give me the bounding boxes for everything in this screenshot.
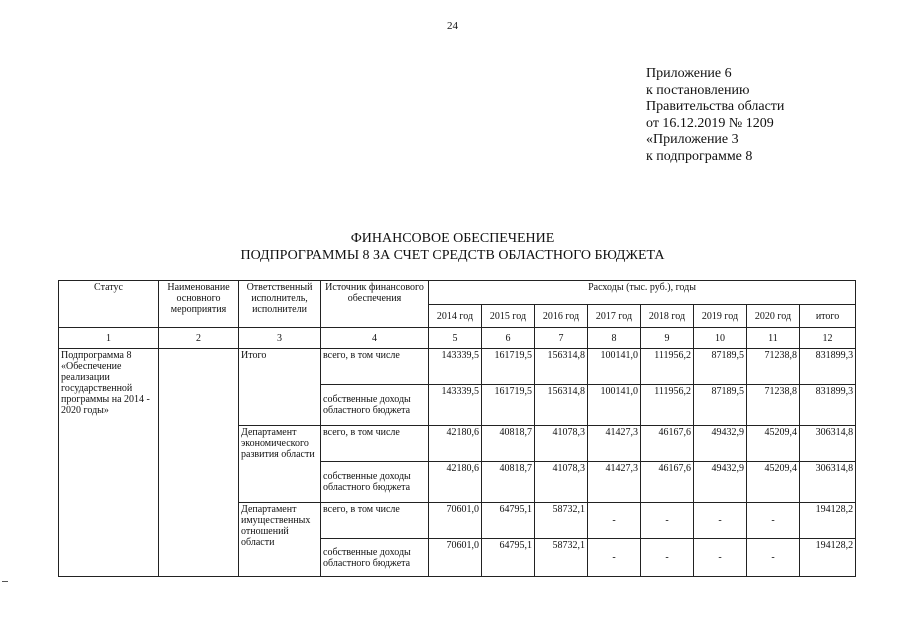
value-cell: 143339,5 xyxy=(429,385,482,426)
value-cell: - xyxy=(588,503,641,539)
appendix-line: от 16.12.2019 № 1209 xyxy=(646,115,774,131)
appendix-note xyxy=(646,66,784,165)
col-number: 1 xyxy=(59,328,159,349)
total-cell: 831899,3 xyxy=(800,385,856,426)
value-cell: - xyxy=(747,503,800,539)
value-cell: 41427,3 xyxy=(588,426,641,462)
title-line: ПОДПРОГРАММЫ 8 ЗА СЧЕТ СРЕДСТВ ОБЛАСТНОГО БЮДЖЕТА xyxy=(240,248,665,263)
header-year: 2015 год xyxy=(482,305,535,328)
header-source: Источник финансового обеспечения xyxy=(321,281,429,328)
col-number: 2 xyxy=(159,328,239,349)
appendix-line: «Приложение 3 xyxy=(646,132,739,147)
header-status: Статус xyxy=(59,281,159,328)
appendix-line: к подпрограмме 8 xyxy=(646,148,753,164)
value-cell: - xyxy=(641,539,694,577)
value-cell: 45209,4 xyxy=(747,462,800,503)
header-year: 2019 год xyxy=(694,305,747,328)
header-year: 2016 год xyxy=(535,305,588,328)
value-cell: 40818,7 xyxy=(482,426,535,462)
table-row xyxy=(59,349,856,385)
status-cell: Подпрограмма 8 «Обеспечение реализации государственной программы на 2014 - 2020 годы» xyxy=(59,349,159,577)
header-year: 2020 год xyxy=(747,305,800,328)
source-cell: собственные доходы областного бюджета xyxy=(321,462,429,503)
value-cell: 64795,1 xyxy=(482,503,535,539)
header-total: итого xyxy=(800,305,856,328)
value-cell: 41078,3 xyxy=(535,426,588,462)
value-cell: - xyxy=(588,539,641,577)
value-cell: 71238,8 xyxy=(747,385,800,426)
value-cell: 71238,8 xyxy=(747,349,800,385)
col-number: 8 xyxy=(588,328,641,349)
value-cell: - xyxy=(694,539,747,577)
appendix-line: Правительства области xyxy=(646,99,785,114)
value-cell: 64795,1 xyxy=(482,539,535,577)
measure-cell xyxy=(159,349,239,577)
value-cell: 41427,3 xyxy=(588,462,641,503)
value-cell: 49432,9 xyxy=(694,426,747,462)
col-number: 5 xyxy=(429,328,482,349)
value-cell: 111956,2 xyxy=(641,349,694,385)
executor-cell: Департамент экономического развития области xyxy=(239,426,321,503)
executor-cell: Департамент имущественных отношений области xyxy=(239,503,321,577)
source-cell: собственные доходы областного бюджета xyxy=(321,539,429,577)
total-cell: 831899,3 xyxy=(800,349,856,385)
value-cell: 156314,8 xyxy=(535,349,588,385)
col-number: 12 xyxy=(800,328,856,349)
value-cell: 58732,1 xyxy=(535,539,588,577)
value-cell: 42180,6 xyxy=(429,462,482,503)
value-cell: 46167,6 xyxy=(641,426,694,462)
total-cell: 306314,8 xyxy=(800,462,856,503)
col-number: 11 xyxy=(747,328,800,349)
total-cell: 306314,8 xyxy=(800,426,856,462)
col-number: 6 xyxy=(482,328,535,349)
value-cell: - xyxy=(694,503,747,539)
value-cell: 40818,7 xyxy=(482,462,535,503)
value-cell: 161719,5 xyxy=(482,349,535,385)
budget-table xyxy=(58,280,856,577)
source-cell: всего, в том числе xyxy=(321,426,429,462)
value-cell: - xyxy=(747,539,800,577)
appendix-line: Приложение 6 xyxy=(646,66,732,81)
value-cell: 100141,0 xyxy=(588,385,641,426)
value-cell: 49432,9 xyxy=(694,462,747,503)
value-cell: 161719,5 xyxy=(482,385,535,426)
value-cell: 41078,3 xyxy=(535,462,588,503)
header-expenses: Расходы (тыс. руб.), годы xyxy=(429,281,856,305)
source-cell: всего, в том числе xyxy=(321,349,429,385)
header-measure: Наименование основного мероприятия xyxy=(159,281,239,328)
margin-mark xyxy=(2,581,8,582)
header-row xyxy=(59,281,856,305)
value-cell: 143339,5 xyxy=(429,349,482,385)
column-numbers-row xyxy=(59,328,856,349)
total-cell: 194128,2 xyxy=(800,503,856,539)
col-number: 3 xyxy=(239,328,321,349)
header-year: 2018 год xyxy=(641,305,694,328)
header-year: 2014 год xyxy=(429,305,482,328)
appendix-line: к постановлению xyxy=(646,82,750,98)
source-cell: собственные доходы областного бюджета xyxy=(321,385,429,426)
value-cell: 100141,0 xyxy=(588,349,641,385)
value-cell: 87189,5 xyxy=(694,349,747,385)
header-executor: Ответственный исполнитель, исполнители xyxy=(239,281,321,328)
value-cell: 70601,0 xyxy=(429,503,482,539)
total-cell: 194128,2 xyxy=(800,539,856,577)
header-year: 2017 год xyxy=(588,305,641,328)
source-cell: всего, в том числе xyxy=(321,503,429,539)
value-cell: 111956,2 xyxy=(641,385,694,426)
value-cell: 156314,8 xyxy=(535,385,588,426)
value-cell: 58732,1 xyxy=(535,503,588,539)
value-cell: - xyxy=(641,503,694,539)
value-cell: 46167,6 xyxy=(641,462,694,503)
value-cell: 42180,6 xyxy=(429,426,482,462)
col-number: 4 xyxy=(321,328,429,349)
document-title xyxy=(0,230,905,264)
executor-cell: Итого xyxy=(239,349,321,426)
value-cell: 45209,4 xyxy=(747,426,800,462)
page-number: 24 xyxy=(447,20,458,32)
title-line: ФИНАНСОВОЕ ОБЕСПЕЧЕНИЕ xyxy=(350,231,555,246)
col-number: 10 xyxy=(694,328,747,349)
col-number: 7 xyxy=(535,328,588,349)
value-cell: 70601,0 xyxy=(429,539,482,577)
value-cell: 87189,5 xyxy=(694,385,747,426)
col-number: 9 xyxy=(641,328,694,349)
